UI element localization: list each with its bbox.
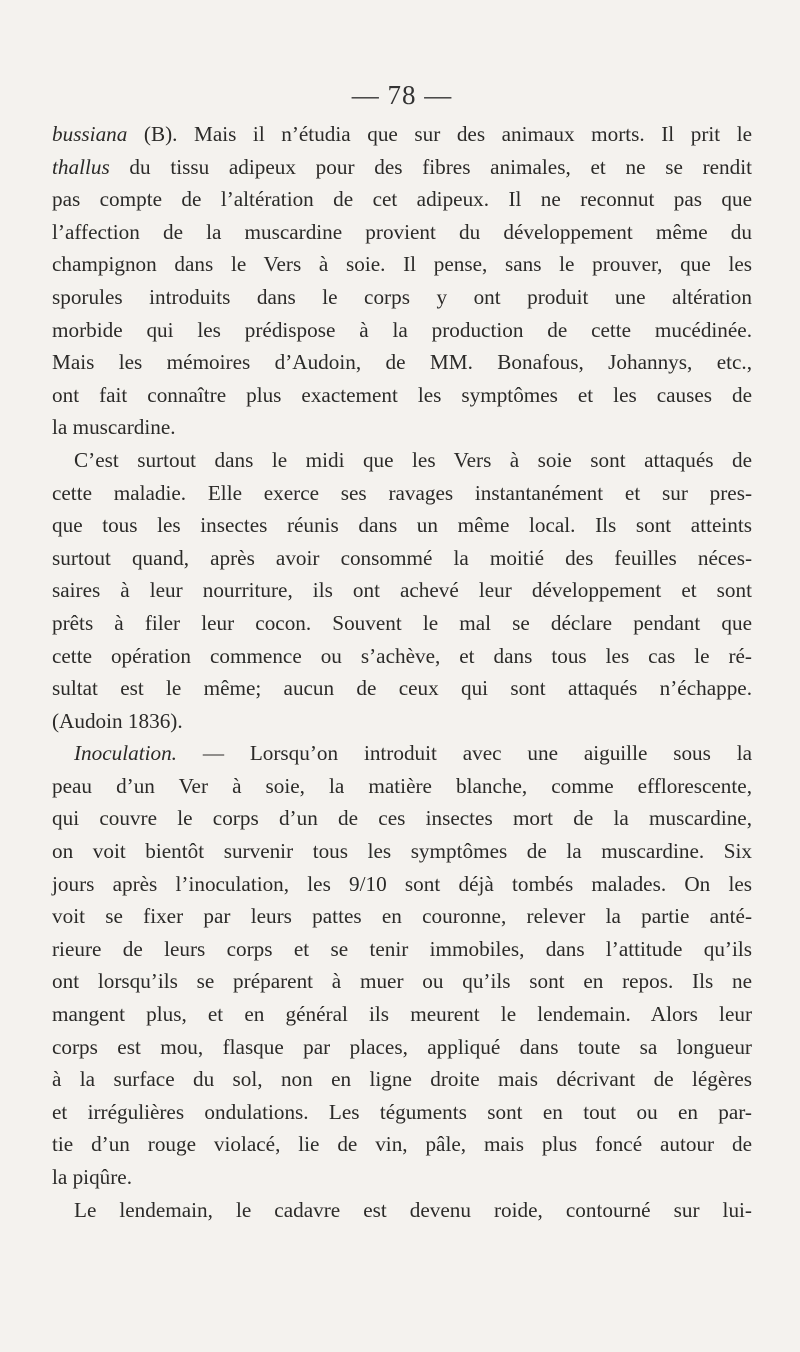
text-line xyxy=(52,1031,752,1064)
text-line xyxy=(52,411,752,444)
text-line xyxy=(52,770,752,803)
body-text xyxy=(52,118,752,1226)
line-text: rieure de leurs corps et se tenir immobiles, dans l’attitude qu’ils xyxy=(52,936,752,961)
text-line xyxy=(52,1096,752,1129)
line-text: peau d’un Ver à soie, la matière blanche, comme efflorescente, xyxy=(52,773,752,798)
text-line xyxy=(52,835,752,868)
line-text: — Lorsqu’on introduit avec une aiguille sous la xyxy=(176,741,752,766)
text-line xyxy=(52,1194,752,1227)
text-line xyxy=(52,118,752,151)
line-text: qui couvre le corps d’un de ces insectes mort de la muscardine, xyxy=(52,806,752,831)
line-text: pas compte de l’altération de cet adipeux. Il ne reconnut pas que xyxy=(52,187,752,212)
line-text: ont fait connaître plus exactement les symptômes et les causes de xyxy=(52,382,752,407)
text-line xyxy=(52,640,752,673)
italic-term: thallus xyxy=(52,154,110,179)
line-text: (Audoin 1836). xyxy=(52,708,183,733)
text-line xyxy=(52,346,752,379)
line-text: à la surface du sol, non en ligne droite mais décrivant de légères xyxy=(52,1067,752,1092)
text-line xyxy=(52,314,752,347)
line-text: champignon dans le Vers à soie. Il pense, sans le prouver, que les xyxy=(52,252,752,277)
text-line xyxy=(52,998,752,1031)
text-line xyxy=(52,868,752,901)
book-page xyxy=(52,78,752,1226)
line-text: on voit bientôt survenir tous les symptômes de la muscardine. Six xyxy=(52,839,752,864)
italic-term: bussiana xyxy=(52,122,128,146)
line-text: saires à leur nourriture, ils ont achevé leur développement et sont xyxy=(52,578,752,603)
text-line xyxy=(52,1128,752,1161)
line-text: la muscardine. xyxy=(52,415,176,440)
page-number: — 78 — xyxy=(351,80,453,110)
line-text: cette opération commence ou s’achève, et dans tous les cas le ré- xyxy=(52,643,752,668)
text-line xyxy=(52,281,752,314)
line-text: C’est surtout dans le midi que les Vers à soie sont attaqués de xyxy=(74,447,752,472)
text-line xyxy=(52,705,752,738)
line-text: corps est mou, flasque par places, appliqué dans toute sa longueur xyxy=(52,1034,752,1059)
text-line xyxy=(52,607,752,640)
text-line xyxy=(52,933,752,966)
line-text: la piqûre. xyxy=(52,1165,133,1189)
line-text: sultat est le même; aucun de ceux qui sont attaqués n’échappe. xyxy=(52,676,752,701)
text-line xyxy=(52,574,752,607)
line-text: jours après l’inoculation, les 9/10 sont déjà tombés malades. On les xyxy=(52,871,752,896)
text-line xyxy=(52,672,752,705)
line-text: surtout quand, après avoir consommé la moitié des feuilles néces- xyxy=(52,545,752,570)
text-line xyxy=(52,477,752,510)
text-line xyxy=(52,542,752,575)
line-text: (B). Mais il n’étudia que sur des animaux morts. Il prit le xyxy=(127,122,752,146)
text-line xyxy=(52,1161,752,1194)
line-text: ont lorsqu’ils se préparent à muer ou qu’ils sont en repos. Ils ne xyxy=(52,969,752,994)
line-text: sporules introduits dans le corps y ont produit une altération xyxy=(52,284,752,309)
italic-term: Inoculation. xyxy=(74,741,177,766)
line-text: Mais les mémoires d’Audoin, de MM. Bonafous, Johannys, etc., xyxy=(52,350,752,375)
text-line xyxy=(52,737,752,770)
text-line xyxy=(52,379,752,412)
text-line xyxy=(52,216,752,249)
line-text: prêts à filer leur cocon. Souvent le mal se déclare pendant que xyxy=(52,610,752,635)
text-line xyxy=(52,183,752,216)
line-text: tie d’un rouge violacé, lie de vin, pâle, mais plus foncé autour de xyxy=(52,1132,752,1157)
line-text: du tissu adipeux pour des fibres animales, et ne se rendit xyxy=(109,154,752,179)
line-text: morbide qui les prédispose à la production de cette mucédinée. xyxy=(52,317,752,342)
line-text: Le lendemain, le cadavre est devenu roide, contourné sur lui- xyxy=(74,1197,752,1222)
line-text: voit se fixer par leurs pattes en couronne, relever la partie anté- xyxy=(52,904,752,929)
line-text: mangent plus, et en général ils meurent le lendemain. Alors leur xyxy=(52,1002,752,1027)
text-line xyxy=(52,900,752,933)
text-line xyxy=(52,444,752,477)
text-line xyxy=(52,509,752,542)
line-text: cette maladie. Elle exerce ses ravages instantanément et sur pres- xyxy=(52,480,752,505)
text-line xyxy=(52,965,752,998)
line-text: que tous les insectes réunis dans un même local. Ils sont atteints xyxy=(52,513,752,538)
line-text: l’affection de la muscardine provient du développement même du xyxy=(52,219,752,244)
text-line xyxy=(52,1063,752,1096)
text-line xyxy=(52,151,752,184)
text-line xyxy=(52,248,752,281)
text-line xyxy=(52,802,752,835)
line-text: et irrégulières ondulations. Les téguments sont en tout ou en par- xyxy=(52,1099,752,1124)
